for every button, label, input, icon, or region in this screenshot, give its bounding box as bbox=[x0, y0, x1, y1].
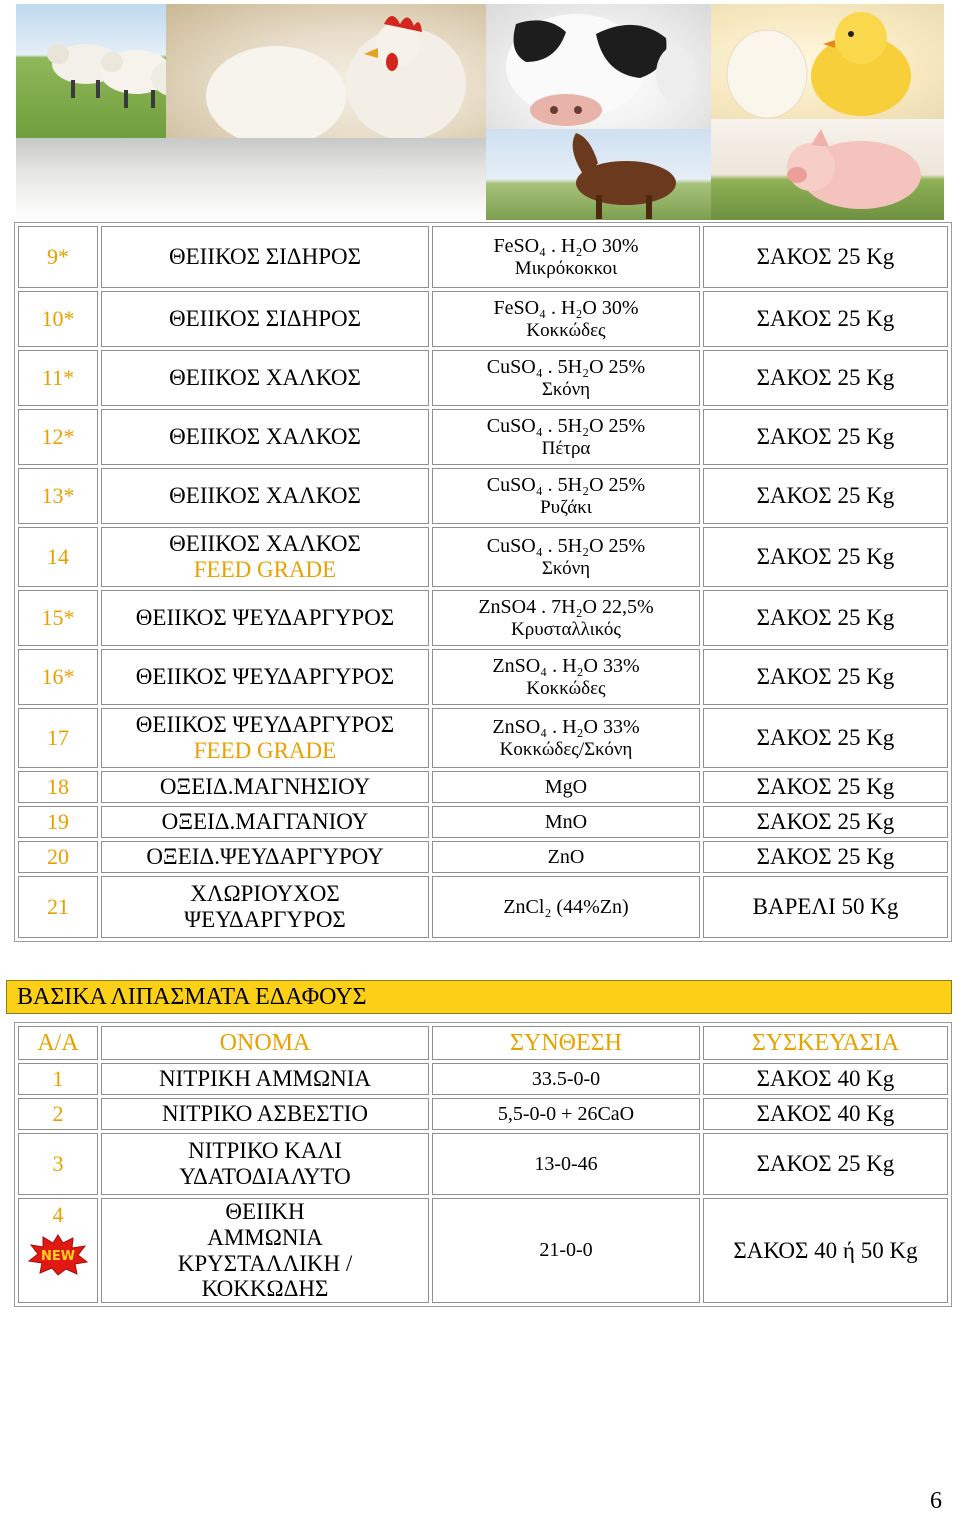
product-name bbox=[101, 226, 429, 288]
product-name bbox=[101, 590, 429, 646]
name-text: ΟΞΕΙΔ.ΜΑΓΓΑΝΙΟΥ bbox=[161, 809, 369, 835]
row-number: 1 bbox=[18, 1063, 98, 1095]
table-row bbox=[18, 771, 948, 803]
chick-photo bbox=[711, 4, 944, 119]
product-name bbox=[101, 350, 429, 406]
composition: 5,5-0-0 + 26CaO bbox=[432, 1098, 700, 1130]
product-name bbox=[101, 806, 429, 838]
header-composition: ΣΥΝΘΕΣΗ bbox=[432, 1026, 700, 1060]
formula-text: CuSO₄ . 5H₂O 25% bbox=[486, 415, 646, 438]
soil-fertilizers-table bbox=[14, 1022, 952, 1307]
packaging: ΣΑΚΟΣ 25 Kg bbox=[703, 350, 948, 406]
name-text: ΘΕΙΙΚΟΣ ΨΕΥΔΑΡΓΥΡΟΣ bbox=[135, 664, 395, 690]
product-formula bbox=[432, 708, 700, 768]
row-number: 19 bbox=[18, 806, 98, 838]
product-formula bbox=[432, 590, 700, 646]
packaging: ΣΑΚΟΣ 25 Kg bbox=[703, 468, 948, 524]
table-row bbox=[18, 841, 948, 873]
product-formula bbox=[432, 841, 700, 873]
row-number: 20 bbox=[18, 841, 98, 873]
name-text: ΟΞΕΙΔ.ΨΕΥΔΑΡΓΥΡΟΥ bbox=[146, 844, 384, 870]
name-text: ΟΞΕΙΔ.ΜΑΓΝΗΣΙΟΥ bbox=[159, 774, 371, 800]
row-number: 9* bbox=[18, 226, 98, 288]
name-text: ΘΕΙΙΚΗ ΑΜΜΩΝΙΑ ΚΡΥΣΤΑΛΛΙΚΗ /ΚΟΚΚΩΔΗΣ bbox=[177, 1199, 353, 1302]
composition: 33.5-0-0 bbox=[432, 1063, 700, 1095]
product-name bbox=[101, 841, 429, 873]
packaging: ΣΑΚΟΣ 40 Kg bbox=[703, 1063, 948, 1095]
table-row bbox=[18, 649, 948, 705]
product-name bbox=[101, 708, 429, 768]
table-row bbox=[18, 1133, 948, 1195]
product-formula bbox=[432, 771, 700, 803]
product-formula bbox=[432, 806, 700, 838]
formula-description: Κρυσταλλικός bbox=[511, 618, 621, 640]
product-formula bbox=[432, 876, 700, 938]
banner-lower-shade bbox=[16, 138, 486, 220]
name-text: ΘΕΙΙΚΟΣ ΣΙΔΗΡΟΣ bbox=[169, 244, 361, 270]
header-number: Α/Α bbox=[18, 1026, 98, 1060]
feed-grade-label: FEED GRADE bbox=[193, 738, 337, 763]
name-text: ΝΙΤΡΙΚΟ ΚΑΛΙ ΥΔΑΤΟΔΙΑΛΥΤΟ bbox=[179, 1138, 351, 1189]
packaging: ΣΑΚΟΣ 25 Kg bbox=[703, 806, 948, 838]
packaging: ΣΑΚΟΣ 25 Kg bbox=[703, 527, 948, 587]
row-number: 12* bbox=[18, 409, 98, 465]
row-number: 11* bbox=[18, 350, 98, 406]
formula-text: MgO bbox=[544, 775, 588, 798]
product-formula bbox=[432, 649, 700, 705]
table-row bbox=[18, 1098, 948, 1130]
product-name bbox=[101, 771, 429, 803]
formula-description: Κοκκώδες/Σκόνη bbox=[499, 738, 633, 760]
pig-photo bbox=[711, 119, 944, 220]
chicken-photo bbox=[166, 4, 486, 138]
formula-text: CuSO₄ . 5H₂O 25% bbox=[486, 356, 646, 379]
table-row bbox=[18, 226, 948, 288]
packaging: ΣΑΚΟΣ 40 Kg bbox=[703, 1098, 948, 1130]
product-name bbox=[101, 409, 429, 465]
packaging: ΣΑΚΟΣ 25 Kg bbox=[703, 708, 948, 768]
row-number: 14 bbox=[18, 527, 98, 587]
table-header-row bbox=[18, 1026, 948, 1060]
horse-photo bbox=[486, 129, 711, 220]
packaging: ΣΑΚΟΣ 40 ή 50 Kg bbox=[703, 1198, 948, 1303]
table-row bbox=[18, 291, 948, 347]
formula-text: ZnCl₂ (44%Zn) bbox=[503, 895, 629, 918]
header-packaging: ΣΥΣΚΕΥΑΣΙΑ bbox=[703, 1026, 948, 1060]
product-name bbox=[101, 291, 429, 347]
row-number: 13* bbox=[18, 468, 98, 524]
formula-text: FeSO₄ . H₂O 30% bbox=[493, 235, 639, 258]
row-number: 4 bbox=[52, 1202, 64, 1227]
packaging: ΣΑΚΟΣ 25 Kg bbox=[703, 1133, 948, 1195]
name-text: ΘΕΙΙΚΟΣ ΧΑΛΚΟΣ bbox=[169, 531, 361, 557]
formula-text: ZnSO₄ . H₂O 33% bbox=[492, 655, 640, 678]
product-formula bbox=[432, 291, 700, 347]
packaging: ΣΑΚΟΣ 25 Kg bbox=[703, 771, 948, 803]
product-name bbox=[101, 649, 429, 705]
table-row bbox=[18, 876, 948, 938]
packaging: ΣΑΚΟΣ 25 Kg bbox=[703, 590, 948, 646]
row-number-cell bbox=[18, 1198, 98, 1303]
name-text: ΘΕΙΙΚΟΣ ΧΑΛΚΟΣ bbox=[169, 365, 361, 391]
row-number: 15* bbox=[18, 590, 98, 646]
row-number: 21 bbox=[18, 876, 98, 938]
row-number: 10* bbox=[18, 291, 98, 347]
animals-banner bbox=[16, 4, 944, 220]
row-number: 2 bbox=[18, 1098, 98, 1130]
formula-description: Σκόνη bbox=[541, 378, 591, 400]
row-number: 16* bbox=[18, 649, 98, 705]
formula-text: FeSO₄ . H₂O 30% bbox=[493, 297, 639, 320]
formula-text: ZnSO4 . 7H₂O 22,5% bbox=[478, 596, 654, 619]
header-name: ΟΝΟΜΑ bbox=[101, 1026, 429, 1060]
feed-grade-label: FEED GRADE bbox=[193, 557, 337, 582]
product-formula bbox=[432, 468, 700, 524]
formula-text: CuSO₄ . 5H₂O 25% bbox=[486, 535, 646, 558]
product-name: ΝΙΤΡΙΚΗ ΑΜΜΩΝΙΑ bbox=[101, 1063, 429, 1095]
composition: 13-0-46 bbox=[432, 1133, 700, 1195]
table-row bbox=[18, 409, 948, 465]
packaging: ΣΑΚΟΣ 25 Kg bbox=[703, 226, 948, 288]
table-row bbox=[18, 527, 948, 587]
name-text: ΘΕΙΙΚΟΣ ΧΑΛΚΟΣ bbox=[169, 424, 361, 450]
packaging: ΣΑΚΟΣ 25 Kg bbox=[703, 649, 948, 705]
section-heading: ΒΑΣΙΚΑ ΛΙΠΑΣΜΑΤΑ ΕΔΑΦΟΥΣ bbox=[6, 980, 952, 1014]
product-formula bbox=[432, 527, 700, 587]
product-name bbox=[101, 1198, 429, 1303]
row-number: 18 bbox=[18, 771, 98, 803]
formula-description: Κοκκώδες bbox=[526, 319, 606, 341]
feed-additives-table bbox=[14, 222, 952, 942]
formula-description: Ρυζάκι bbox=[540, 496, 592, 518]
name-text: ΧΛΩΡΙΟΥΧΟΣ ΨΕΥΔΑΡΓΥΡΟΣ bbox=[184, 881, 346, 932]
formula-description: Κοκκώδες bbox=[526, 677, 606, 699]
formula-description: Μικρόκοκκοι bbox=[514, 257, 618, 279]
product-name bbox=[101, 1133, 429, 1195]
formula-text: ZnSO₄ . H₂O 33% bbox=[492, 716, 640, 739]
formula-text: ZnO bbox=[547, 845, 585, 868]
table-row bbox=[18, 468, 948, 524]
packaging: ΒΑΡΕΛΙ 50 Kg bbox=[703, 876, 948, 938]
name-text: ΘΕΙΙΚΟΣ ΣΙΔΗΡΟΣ bbox=[169, 306, 361, 332]
composition: 21-0-0 bbox=[432, 1198, 700, 1303]
name-text: ΘΕΙΙΚΟΣ ΧΑΛΚΟΣ bbox=[169, 483, 361, 509]
product-name: ΝΙΤΡΙΚΟ ΑΣΒΕΣΤΙΟ bbox=[101, 1098, 429, 1130]
formula-text: MnO bbox=[544, 810, 588, 833]
packaging: ΣΑΚΟΣ 25 Kg bbox=[703, 409, 948, 465]
formula-text: CuSO₄ . 5H₂O 25% bbox=[486, 474, 646, 497]
table-row bbox=[18, 1198, 948, 1303]
product-name bbox=[101, 876, 429, 938]
product-name bbox=[101, 527, 429, 587]
packaging: ΣΑΚΟΣ 25 Kg bbox=[703, 291, 948, 347]
row-number: 17 bbox=[18, 708, 98, 768]
formula-description: Σκόνη bbox=[541, 557, 591, 579]
row-number: 3 bbox=[18, 1133, 98, 1195]
page-number: 6 bbox=[930, 1488, 942, 1514]
product-formula bbox=[432, 226, 700, 288]
cow-photo bbox=[486, 4, 711, 129]
name-text: ΘΕΙΙΚΟΣ ΨΕΥΔΑΡΓΥΡΟΣ bbox=[135, 712, 395, 738]
table-row bbox=[18, 590, 948, 646]
product-name bbox=[101, 468, 429, 524]
formula-description: Πέτρα bbox=[541, 437, 591, 459]
product-formula bbox=[432, 350, 700, 406]
table-row bbox=[18, 350, 948, 406]
table-row bbox=[18, 806, 948, 838]
product-formula bbox=[432, 409, 700, 465]
table-row bbox=[18, 1063, 948, 1095]
name-text: ΘΕΙΙΚΟΣ ΨΕΥΔΑΡΓΥΡΟΣ bbox=[135, 605, 395, 631]
new-badge-text: NEW bbox=[40, 1248, 76, 1264]
table-row bbox=[18, 708, 948, 768]
new-badge-icon bbox=[27, 1234, 89, 1276]
packaging: ΣΑΚΟΣ 25 Kg bbox=[703, 841, 948, 873]
